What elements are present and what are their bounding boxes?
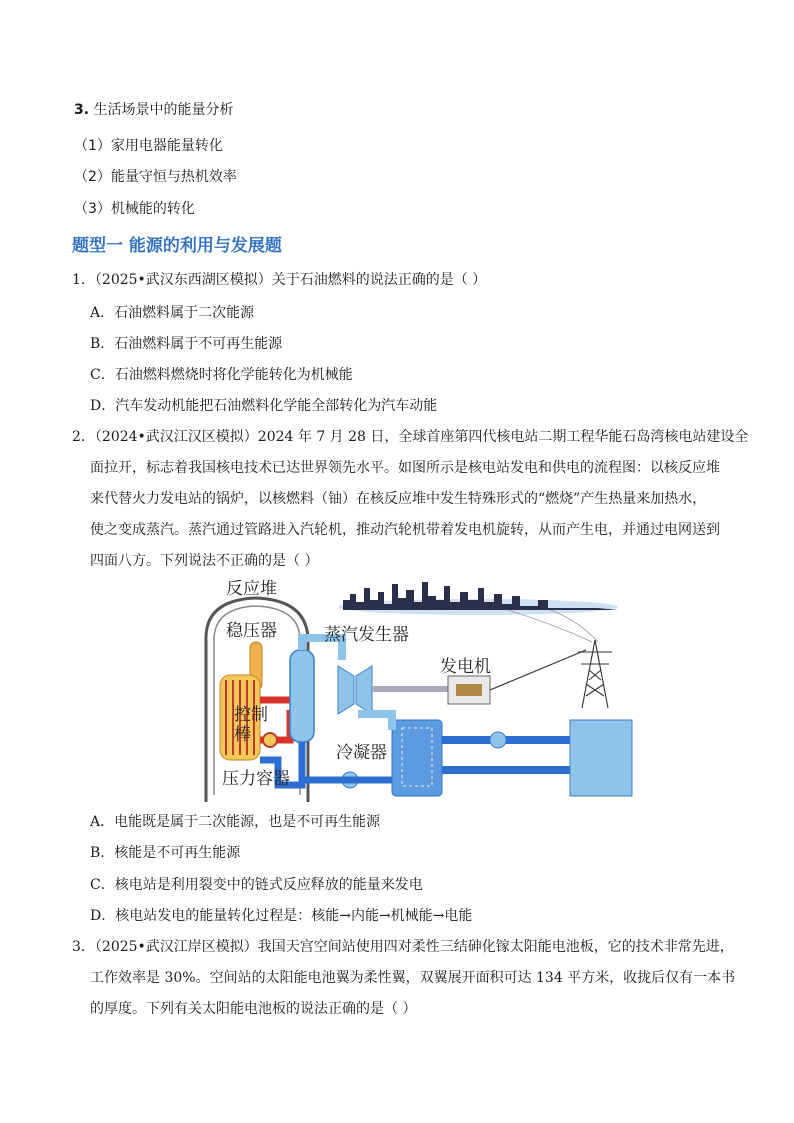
section-item-3: （3）机械能的转化	[74, 201, 195, 217]
q3-stem	[72, 932, 736, 1025]
question-type-title: 题型一 能源的利用与发展题	[72, 236, 282, 256]
q3-stem-line: 工作效率是 30%。空间站的太阳能电池翼为柔性翼，双翼展开面积可达 134 平方米，收拢后仅有一本书	[90, 970, 736, 986]
q2-option-d: D．核电站发电的能量转化过程是：核能→内能→机械能→电能	[90, 908, 473, 924]
q1-option-c: C．石油燃料燃烧时将化学能转化为机械能	[90, 367, 353, 383]
q2-stem	[72, 422, 749, 577]
q2-stem-line: 面拉开，标志着我国核电技术已达世界领先水平。如图所示是核电站发电和供电的流程图：以核反应堆	[90, 460, 720, 476]
label-condenser: 冷凝器	[336, 743, 387, 763]
label-steam-generator: 蒸汽发生器	[324, 625, 409, 645]
section-item-1: （1）家用电器能量转化	[74, 138, 223, 154]
q2-option-b: B．核能是不可再生能源	[90, 845, 241, 861]
label-reactor: 反应堆	[226, 580, 277, 599]
q1-option-d: D．汽车发动机能把石油燃料化学能全部转化为汽车动能	[90, 398, 438, 414]
q2-stem-line: 四面八方。下列说法不正确的是（ ）	[90, 553, 319, 569]
q2-option-a: A．电能既是属于二次能源，也是不可再生能源	[90, 814, 381, 830]
label-control-rod-line1: 控制	[234, 705, 268, 725]
transmission-tower-icon	[578, 640, 612, 708]
label-pressure-vessel: 压力容器	[222, 769, 290, 789]
q2-stem-line: 使之变成蒸汽。蒸汽通过管路进入汽轮机，推动汽轮机带着发电机旋转，从而产生电，并通过电网送到	[90, 522, 720, 538]
q3-stem-line: 的厚度。下列有关太阳能电池板的说法正确的是（ ）	[90, 1001, 417, 1017]
label-pressurizer: 稳压器	[226, 621, 277, 641]
q2-stem-line: 2．（2024•武汉江汉区模拟）2024 年 7 月 28 日，全球首座第四代核电站二期工程华能石岛湾核电站建设全	[72, 429, 749, 445]
q1-option-b: B．石油燃料属于不可再生能源	[90, 336, 283, 352]
city-skyline-icon	[338, 582, 618, 615]
q2-stem-line: 来代替火力发电站的锅炉，以核燃料（铀）在核反应堆中发生特殊形式的“燃烧”产生热量来加热水，	[90, 491, 707, 507]
label-generator: 发电机	[440, 657, 491, 677]
q1-option-a: A．石油燃料属于二次能源	[90, 305, 255, 321]
section-heading-number: 3.	[74, 102, 90, 118]
q3-stem-line: 3．（2025•武汉江岸区模拟）我国天宫空间站使用四对柔性三结砷化镓太阳能电池板，它的技术非常先进，	[72, 939, 734, 955]
section-heading-text: 生活场景中的能量分析	[93, 102, 234, 118]
q1-stem: 1．（2025•武汉东西湖区模拟）关于石油燃料的说法正确的是（ ）	[72, 272, 487, 288]
section-item-2: （2）能量守恒与热机效率	[74, 169, 237, 185]
nuclear-plant-diagram	[178, 580, 638, 805]
q2-option-c: C．核电站是利用裂变中的链式反应释放的能量来发电	[90, 877, 423, 893]
section-heading	[74, 100, 234, 120]
label-control-rod-line2: 棒	[234, 725, 251, 745]
